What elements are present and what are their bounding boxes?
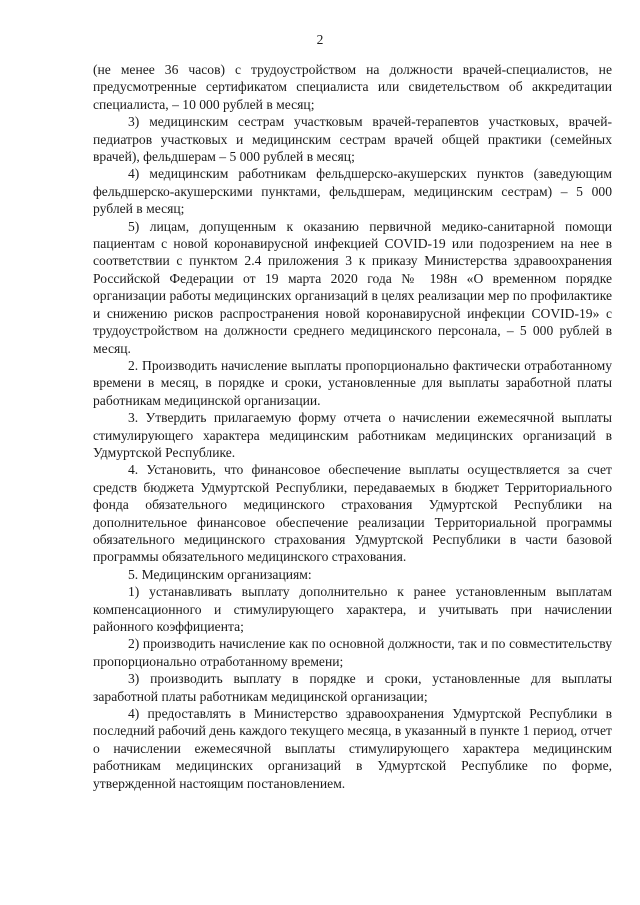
- paragraph-clause-5-item-2: 2) производить начисление как по основной должности, так и по совместительству пропорционально отработанному времени;: [93, 636, 612, 669]
- paragraph-clause-5-item-4: 4) предоставлять в Министерство здравоохранения Удмуртской Республики в последний рабочий день каждого текущего месяца, в указанный в пункте 1 период, отчет о начислении ежемесячной выплаты стимулирующего характера медицинским работникам медицинских организаций в Удмуртской Республике по форме, утвержденной настоящим постановлением.: [93, 706, 612, 791]
- paragraph-clause-3: 3. Утвердить прилагаемую форму отчета о начислении ежемесячной выплаты стимулирующего характера медицинским работникам медицинских организаций в Удмуртской Республике.: [93, 410, 612, 460]
- paragraph-clause-2: 2. Производить начисление выплаты пропорционально фактически отработанному времени в месяц, в порядке и сроки, установленные для выплаты заработной платы работникам медицинской организации.: [93, 357, 612, 408]
- paragraph-clause-5-item-3: 3) производить выплату в порядке и сроки, установленные для выплаты заработной платы работникам медицинской организации;: [93, 671, 612, 704]
- paragraph-clause-5-item-1: 1) устанавливать выплату дополнительно к ранее установленным выплатам компенсационного и стимулирующего характера, и учитывать при начислении районного коэффициента;: [93, 584, 612, 634]
- paragraph-item-5-covid-staff: 5) лицам, допущенным к оказанию первичной медико-санитарной помощи пациентам с новой коронавирусной инфекцией COVID-19 или подозрением на нее в соответствии с пунктом 2.4 приложения 3 к приказу Министерства здравоохранения Российской Федерации от 19 марта 2020 года № 198н «О временном порядке организации работы медицинских организаций в целях реализации мер по профилактике и снижению рисков распространения новой коронавирусной инфекции COVID-19» с трудоустройством на должности среднего медицинского персонала, – 5 000 рублей в месяц.: [93, 218, 612, 356]
- paragraph-item-4-fap-workers: 4) медицинским работникам фельдшерско-акушерских пунктов (заведующим фельдшерско-акушерскими пунктами, фельдшерам, медицинским сестрам) – 5 000 рублей в месяц;: [93, 166, 612, 217]
- page-number: 2: [316, 32, 324, 47]
- paragraph-clause-5-heading: 5. Медицинским организациям:: [128, 566, 312, 582]
- document-body: [93, 61, 612, 792]
- paragraph-continuation: (не менее 36 часов) с трудоустройством на должности врачей-специалистов, не предусмотренные сертификатом специалиста или свидетельством об аккредитации специалиста, – 10 000 рублей в месяц;: [93, 62, 612, 112]
- paragraph-clause-4: 4. Установить, что финансовое обеспечение выплаты осуществляется за счет средств бюджета Удмуртской Республики, передаваемых в бюджет Территориального фонда обязательного медицинского страхования Удмуртской Республики на дополнительное финансовое обеспечение реализации Территориальной программы обязательного медицинского страхования Удмуртской Республики в части базовой программы обязательного медицинского страхования.: [93, 462, 612, 565]
- paragraph-item-3-nurses: 3) медицинским сестрам участковым врачей-терапевтов участковых, врачей-педиатров участковых и медицинским сестрам врачей общей практики (семейных врачей), фельдшерам – 5 000 рублей в месяц;: [93, 114, 612, 165]
